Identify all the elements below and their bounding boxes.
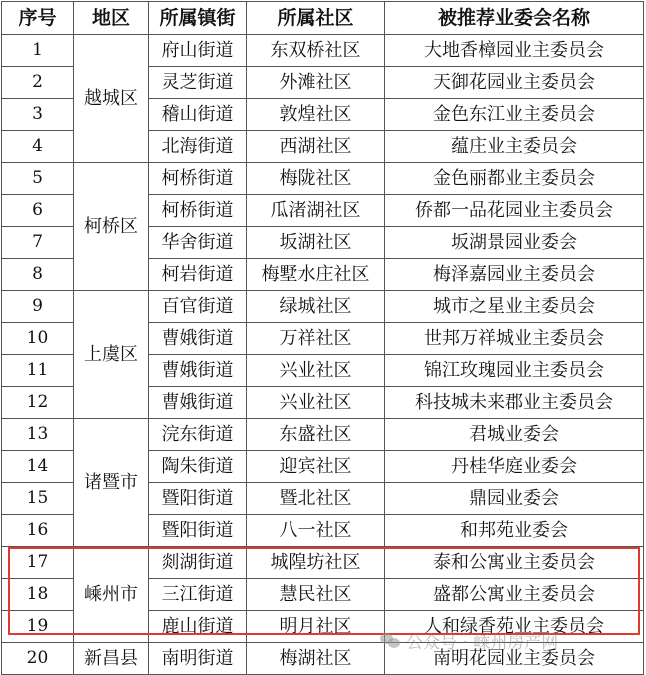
row-number: 18 xyxy=(2,579,74,611)
street-cell: 府山街道 xyxy=(149,35,247,67)
street-cell: 柯桥街道 xyxy=(149,163,247,195)
committee-cell: 人和绿香苑业主委员会 xyxy=(385,611,644,643)
community-cell: 慧民社区 xyxy=(247,579,385,611)
community-cell: 绿城社区 xyxy=(247,291,385,323)
committee-cell: 侨都一品花园业主委员会 xyxy=(385,195,644,227)
community-cell: 东盛社区 xyxy=(247,419,385,451)
row-number: 13 xyxy=(2,419,74,451)
community-cell: 城隍坊社区 xyxy=(247,547,385,579)
committee-cell: 科技城未来郡业主委员会 xyxy=(385,387,644,419)
committee-cell: 君城业委会 xyxy=(385,419,644,451)
street-cell: 南明街道 xyxy=(149,643,247,675)
header-community: 所属社区 xyxy=(247,2,385,35)
street-cell: 暨阳街道 xyxy=(149,483,247,515)
table-row xyxy=(2,547,644,579)
row-number: 7 xyxy=(2,227,74,259)
row-number: 15 xyxy=(2,483,74,515)
row-number: 12 xyxy=(2,387,74,419)
header-row xyxy=(2,2,644,35)
committee-cell: 蕴庄业主委员会 xyxy=(385,131,644,163)
committee-cell: 南明花园业主委员会 xyxy=(385,643,644,675)
street-cell: 柯桥街道 xyxy=(149,195,247,227)
header-committee: 被推荐业委会名称 xyxy=(385,2,644,35)
community-cell: 明月社区 xyxy=(247,611,385,643)
row-number: 9 xyxy=(2,291,74,323)
street-cell: 陶朱街道 xyxy=(149,451,247,483)
row-number: 3 xyxy=(2,99,74,131)
row-number: 14 xyxy=(2,451,74,483)
community-cell: 梅墅水庄社区 xyxy=(247,259,385,291)
district-cell: 诸暨市 xyxy=(74,419,149,547)
committee-cell: 泰和公寓业主委员会 xyxy=(385,547,644,579)
committee-cell: 盛都公寓业主委员会 xyxy=(385,579,644,611)
street-cell: 北海街道 xyxy=(149,131,247,163)
table-row xyxy=(2,163,644,195)
community-cell: 暨北社区 xyxy=(247,483,385,515)
community-cell: 梅陇社区 xyxy=(247,163,385,195)
table-row xyxy=(2,35,644,67)
committee-cell: 天御花园业主委员会 xyxy=(385,67,644,99)
committee-cell: 世邦万祥城业主委员会 xyxy=(385,323,644,355)
committee-cell: 梅泽嘉园业主委员会 xyxy=(385,259,644,291)
row-number: 16 xyxy=(2,515,74,547)
table-row xyxy=(2,291,644,323)
committee-cell: 丹桂华庭业委会 xyxy=(385,451,644,483)
row-number: 17 xyxy=(2,547,74,579)
community-cell: 西湖社区 xyxy=(247,131,385,163)
committee-cell: 大地香樟园业主委员会 xyxy=(385,35,644,67)
committee-cell: 坂湖景园业委会 xyxy=(385,227,644,259)
community-cell: 坂湖社区 xyxy=(247,227,385,259)
community-cell: 外滩社区 xyxy=(247,67,385,99)
header-street: 所属镇街 xyxy=(149,2,247,35)
row-number: 11 xyxy=(2,355,74,387)
street-cell: 鹿山街道 xyxy=(149,611,247,643)
row-number: 5 xyxy=(2,163,74,195)
community-cell: 八一社区 xyxy=(247,515,385,547)
street-cell: 百官街道 xyxy=(149,291,247,323)
committee-cell: 锦江玫瑰园业主委员会 xyxy=(385,355,644,387)
district-cell: 上虞区 xyxy=(74,291,149,419)
header-district: 地区 xyxy=(74,2,149,35)
street-cell: 三江街道 xyxy=(149,579,247,611)
row-number: 20 xyxy=(2,643,74,675)
district-cell: 嵊州市 xyxy=(74,547,149,643)
row-number: 4 xyxy=(2,131,74,163)
row-number: 2 xyxy=(2,67,74,99)
community-cell: 瓜渚湖社区 xyxy=(247,195,385,227)
committee-cell: 金色东江业主委员会 xyxy=(385,99,644,131)
community-cell: 兴业社区 xyxy=(247,387,385,419)
row-number: 10 xyxy=(2,323,74,355)
community-cell: 东双桥社区 xyxy=(247,35,385,67)
street-cell: 曹娥街道 xyxy=(149,387,247,419)
street-cell: 剡湖街道 xyxy=(149,547,247,579)
table-row xyxy=(2,643,644,675)
table-row xyxy=(2,419,644,451)
row-number: 6 xyxy=(2,195,74,227)
street-cell: 曹娥街道 xyxy=(149,323,247,355)
street-cell: 暨阳街道 xyxy=(149,515,247,547)
header-no: 序号 xyxy=(2,2,74,35)
committee-cell: 金色丽都业主委员会 xyxy=(385,163,644,195)
community-cell: 梅湖社区 xyxy=(247,643,385,675)
community-cell: 万祥社区 xyxy=(247,323,385,355)
table-body xyxy=(2,35,644,675)
street-cell: 柯岩街道 xyxy=(149,259,247,291)
committee-cell: 鼎园业委会 xyxy=(385,483,644,515)
street-cell: 灵芝街道 xyxy=(149,67,247,99)
street-cell: 稽山街道 xyxy=(149,99,247,131)
row-number: 1 xyxy=(2,35,74,67)
street-cell: 曹娥街道 xyxy=(149,355,247,387)
district-cell: 新昌县 xyxy=(74,643,149,675)
committee-table xyxy=(1,1,644,675)
row-number: 19 xyxy=(2,611,74,643)
committee-cell: 城市之星业主委员会 xyxy=(385,291,644,323)
community-cell: 兴业社区 xyxy=(247,355,385,387)
district-cell: 柯桥区 xyxy=(74,163,149,291)
street-cell: 华舍街道 xyxy=(149,227,247,259)
committee-cell: 和邦苑业委会 xyxy=(385,515,644,547)
street-cell: 浣东街道 xyxy=(149,419,247,451)
community-cell: 迎宾社区 xyxy=(247,451,385,483)
district-cell: 越城区 xyxy=(74,35,149,163)
watermark-text: 公众号 · 嵊州房产网 xyxy=(406,632,559,653)
row-number: 8 xyxy=(2,259,74,291)
community-cell: 敦煌社区 xyxy=(247,99,385,131)
